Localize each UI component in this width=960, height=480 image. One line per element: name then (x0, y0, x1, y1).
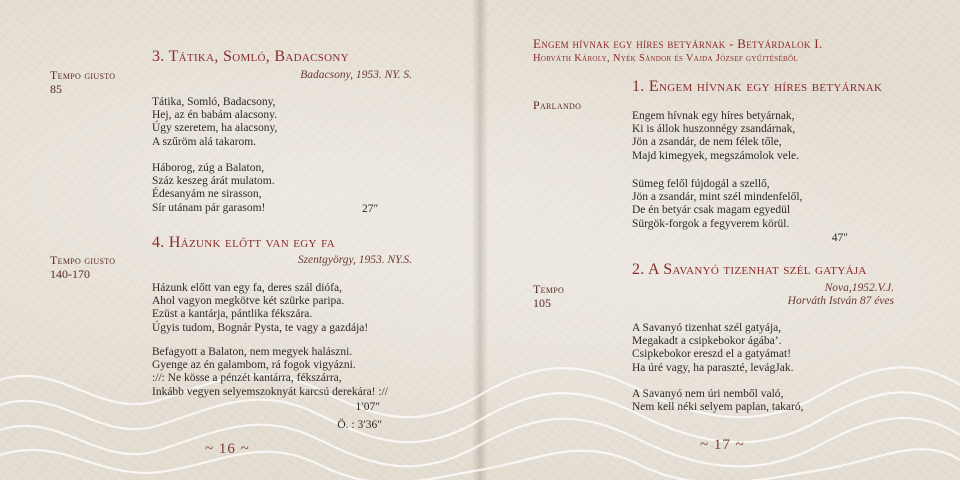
verse-line: Sír utánam pár garasom! (152, 201, 266, 214)
verse-line: Ha úré vagy, ha paraszté, levágJak. (632, 361, 794, 374)
verse-line: Száz keszeg árát mulatom. (152, 175, 275, 188)
song1-place: Badacsony, 1953. NY. S. (300, 69, 412, 81)
r-song2-place: Nova,1952.V.J. (824, 282, 894, 294)
song1-stanza2 (152, 162, 275, 215)
verse-line: A Savanyó tizenhat szél gatyája, (632, 322, 782, 334)
song1-tempo-number: 85 (50, 82, 62, 96)
verse-line: Megakadt a csipkebokor ágába’. (632, 335, 782, 348)
r-song2-performer: Horváth István 87 éves (787, 295, 894, 307)
r-song1-tempo: Parlando (533, 98, 582, 112)
song2-tempo: Tempo giusto (50, 253, 116, 267)
r-song1-stanza1 (632, 110, 799, 163)
song2-tempo-number: 140-170 (50, 267, 90, 281)
song2-title: 4. Házunk előtt van egy fa (152, 234, 335, 251)
verse-line: Úgyis tudom, Bognár Pysta, te vagy a gazdája! (152, 321, 369, 334)
verse-line: ://: Ne kösse a pénzét kantárra, fékszárra, (152, 372, 342, 385)
verse-line: Csipkebokor ereszd el a gatyámat! (632, 348, 792, 361)
song2-duration: 1′07″ (355, 401, 380, 413)
verse-line: Ezüst a kantárja, pántlika fékszára. (152, 308, 313, 321)
song1-duration: 27″ (362, 203, 379, 215)
r-song2-stanza1 (632, 322, 793, 375)
verse-line: Gyenge az én galambom, rá fogok vigyázni. (152, 359, 356, 372)
song1-tempo: Tempo giusto (50, 68, 116, 82)
song1-stanza1 (152, 96, 277, 149)
verse-line: A szűröm alá takarom. (152, 135, 257, 148)
verse-line: Engem hívnak egy híres betyárnak, (632, 110, 795, 122)
verse-line: Sümeg felől fújdogál a szellő, (632, 178, 770, 190)
verse-line: Jön a zsandár, mint szél mindenfelől, (632, 191, 803, 204)
song2-stanza1 (152, 282, 368, 335)
r-song1-duration: 47″ (831, 232, 848, 244)
song1-title: 3. Tátika, Somló, Badacsony (152, 48, 349, 65)
r-song2-tempo-number: 105 (533, 296, 551, 310)
wave-ornament (0, 360, 960, 480)
verse-line: Inkább vegyen selyemszoknyát karcsú derekára! :// (152, 385, 388, 398)
r-song2-title: 2. A Savanyó tizenhat szél gatyája (632, 261, 867, 278)
song2-place: Szentgyörgy, 1953. NY.S. (297, 254, 412, 266)
verse-line: Hej, az én babám alacsony. (152, 109, 278, 122)
verse-line: Nem kell néki selyem paplan, takaró, (632, 401, 804, 414)
verse-line: De én betyár csak magam egyedül (632, 204, 791, 217)
r-song1-stanza2 (632, 178, 802, 231)
collector-header: Horváth Károly, Nyék Sándor és Vajda József gyűjtéséből (533, 53, 798, 64)
page-number-left: ~ 16 ~ (205, 441, 250, 457)
r-song2-tempo: Tempo (533, 282, 565, 296)
total-duration: Ö. : 3′36″ (337, 419, 382, 431)
r-song1-title: 1. Engem hívnak egy híres betyárnak (632, 78, 883, 95)
verse-line: Tátika, Somló, Badacsony, (152, 96, 276, 108)
page-number-right: ~ 17 ~ (700, 437, 745, 453)
verse-line: Befagyott a Balaton, nem megyek halászni. (152, 346, 353, 358)
r-song2-stanza2 (632, 388, 803, 414)
song2-stanza2 (152, 346, 388, 399)
verse-line: Háborog, zúg a Balaton, (152, 162, 265, 174)
verse-line: A Savanyó nem úri nemből való, (632, 388, 784, 400)
verse-line: Ahol vagyon megkötve két szürke paripa. (152, 295, 345, 308)
verse-line: Jön a zsandár, de nem félek tőle, (632, 136, 782, 149)
album-header: Engem hívnak egy híres betyárnak - Betyárdalok I. (533, 36, 823, 51)
verse-line: Úgy szeretem, ha alacsony, (152, 122, 278, 135)
verse-line: Ki is állok huszonnégy zsandárnak, (632, 123, 796, 136)
verse-line: Sürgök-forgok a fegyverem körül. (632, 217, 790, 230)
verse-line: Majd kimegyek, megszámolok vele. (632, 149, 800, 162)
verse-line: Édesanyám ne sirasson, (152, 188, 262, 201)
verse-line: Házunk előtt van egy fa, deres szál diófa, (152, 282, 342, 294)
